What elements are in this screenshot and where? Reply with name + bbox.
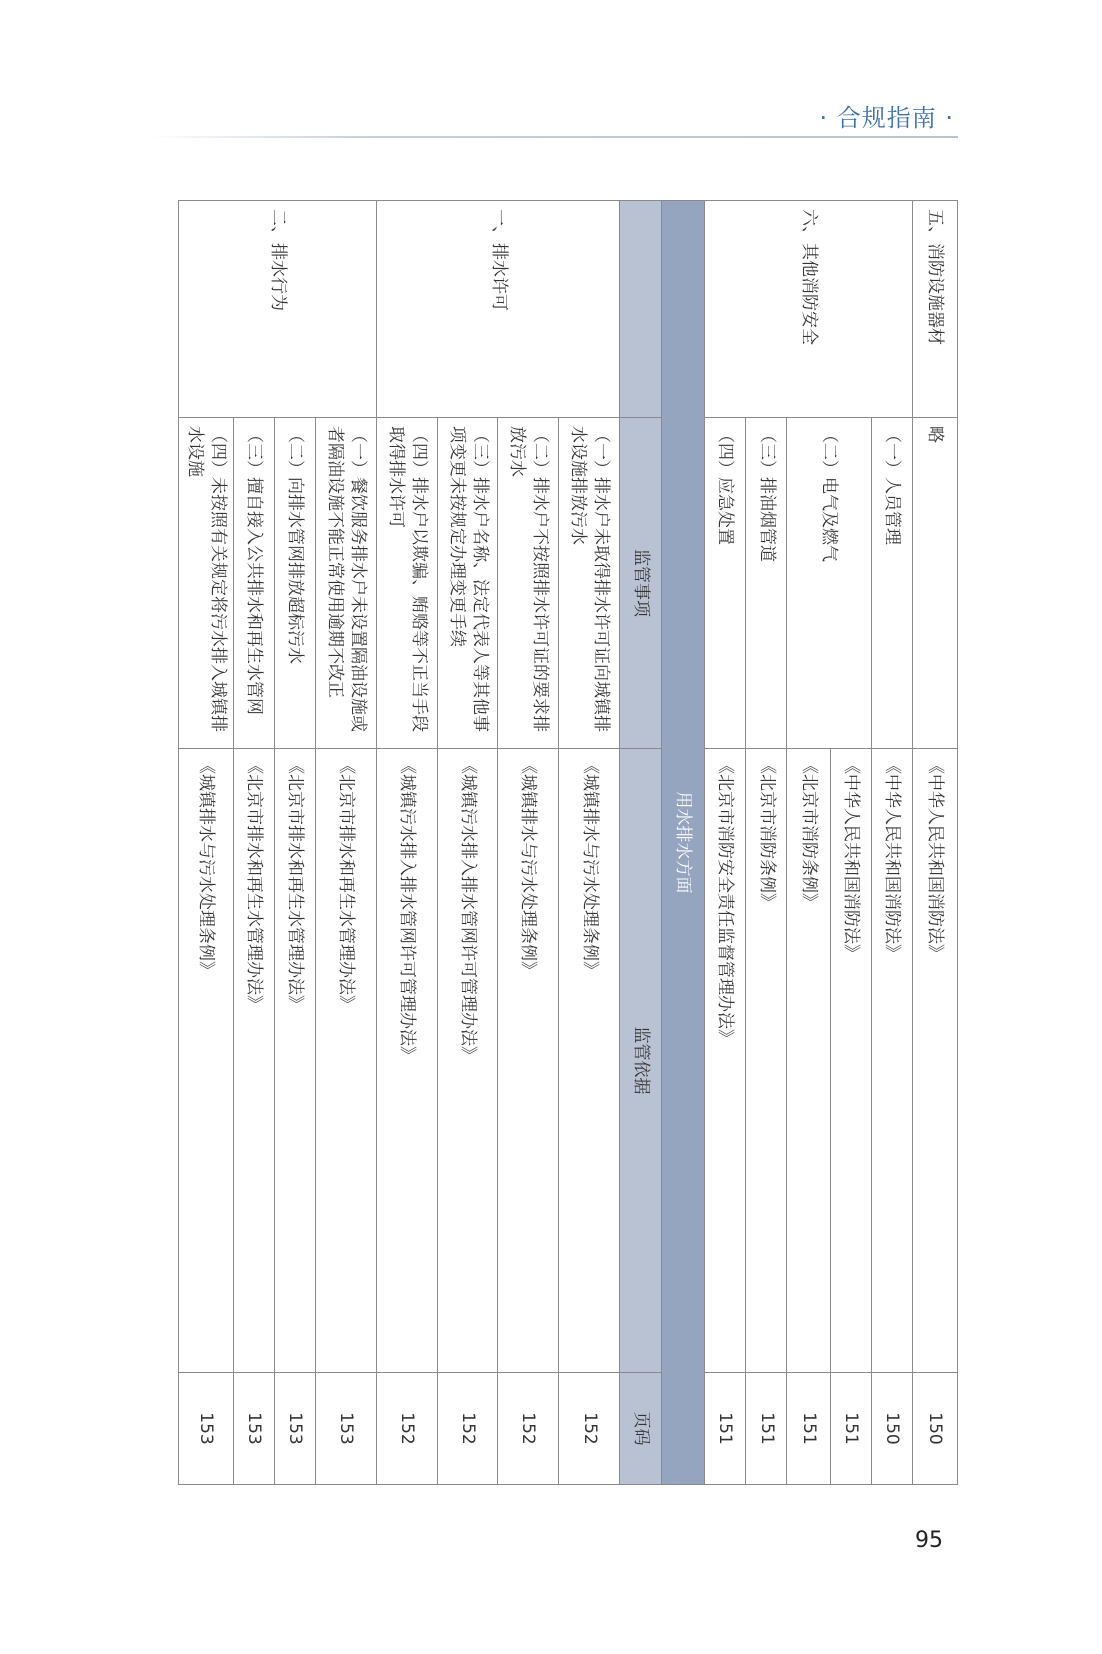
page-cell: 151 (746, 1373, 787, 1485)
item-cell: （一）人员管理 (871, 418, 912, 749)
page-cell: 151 (787, 1373, 831, 1485)
basis-cell: 《中华人民共和国消防法》 (871, 749, 912, 1373)
basis-cell: 《城镇排水与污水处理条例》 (558, 749, 620, 1373)
item-cell: （二）向排水管网排放超标污水 (274, 418, 315, 749)
page-cell: 153 (179, 1373, 234, 1485)
running-header-title: · 合规指南 · (819, 104, 954, 132)
item-cell: （三）排水户名称、法定代表人等其他事项变更未按规定办理变更手续 (438, 418, 498, 749)
table-row (315, 201, 376, 1485)
column-header-page: 页码 (620, 1373, 661, 1485)
compliance-table (178, 200, 958, 1485)
page-cell: 153 (274, 1373, 315, 1485)
category-cell: 二、排水行为 (179, 201, 377, 418)
item-cell: （二）排水户不按照排水许可证的要求排放污水 (498, 418, 559, 749)
basis-cell: 《北京市排水和再生水管理办法》 (315, 749, 376, 1373)
basis-cell: 《城镇排水与污水处理条例》 (179, 749, 234, 1373)
section-header-row (661, 201, 704, 1485)
page-cell: 152 (438, 1373, 498, 1485)
basis-cell: 《中华人民共和国消防法》 (831, 749, 871, 1373)
basis-cell: 《北京市消防安全责任监督管理办法》 (704, 749, 745, 1373)
page-cell: 153 (233, 1373, 274, 1485)
column-header-item: 监管事项 (620, 418, 661, 749)
page-cell: 151 (704, 1373, 745, 1485)
basis-cell: 《北京市排水和再生水管理办法》 (233, 749, 274, 1373)
item-cell: （四）应急处置 (704, 418, 745, 749)
basis-cell: 《中华人民共和国消防法》 (912, 749, 957, 1373)
item-cell: （一）排水户未取得排水许可证向城镇排水设施排放污水 (558, 418, 620, 749)
header-rule (150, 136, 958, 138)
page-cell: 153 (315, 1373, 376, 1485)
category-cell: 五、消防设施器材 (912, 201, 957, 418)
item-cell: （四）未按照有关规定将污水排入城镇排水设施 (179, 418, 234, 749)
page-cell: 152 (498, 1373, 559, 1485)
basis-cell: 《北京市排水和再生水管理办法》 (274, 749, 315, 1373)
section-title: 用水排水方面 (661, 201, 704, 1485)
page-cell: 152 (558, 1373, 620, 1485)
column-header-basis: 监管依据 (620, 749, 661, 1373)
page-cell: 150 (871, 1373, 912, 1485)
basis-cell: 《城镇排水与污水处理条例》 (498, 749, 559, 1373)
basis-cell: 《城镇污水排入排水管网许可管理办法》 (438, 749, 498, 1373)
page-cell: 152 (376, 1373, 438, 1485)
category-cell: 一、排水许可 (376, 201, 620, 418)
item-cell: 略 (912, 418, 957, 749)
table-row (558, 201, 620, 1485)
item-cell: （四）排水户以欺骗、贿赂等不正当手段取得排水许可 (376, 418, 438, 749)
item-cell: （一）餐饮服务排水户未设置隔油设施或者隔油设施不能正常使用逾期不改正 (315, 418, 376, 749)
item-cell: （三）排油烟管道 (746, 418, 787, 749)
basis-cell: 《城镇污水排入排水管网许可管理办法》 (376, 749, 438, 1373)
basis-cell: 《北京市消防条例》 (787, 749, 831, 1373)
column-header-category (620, 201, 661, 418)
page-cell: 150 (912, 1373, 957, 1485)
table-row (871, 201, 912, 1485)
page-cell: 151 (831, 1373, 871, 1485)
page-number: 95 (915, 1528, 943, 1553)
category-cell: 六、其他消防安全 (704, 201, 912, 418)
basis-cell: 《北京市消防条例》 (746, 749, 787, 1373)
item-cell: （二）电气及燃气 (787, 418, 871, 749)
table-row (912, 201, 957, 1485)
item-cell: （三）擅自接入公共排水和再生水管网 (233, 418, 274, 749)
rotated-table-frame (178, 200, 958, 1484)
column-header-row (620, 201, 661, 1485)
